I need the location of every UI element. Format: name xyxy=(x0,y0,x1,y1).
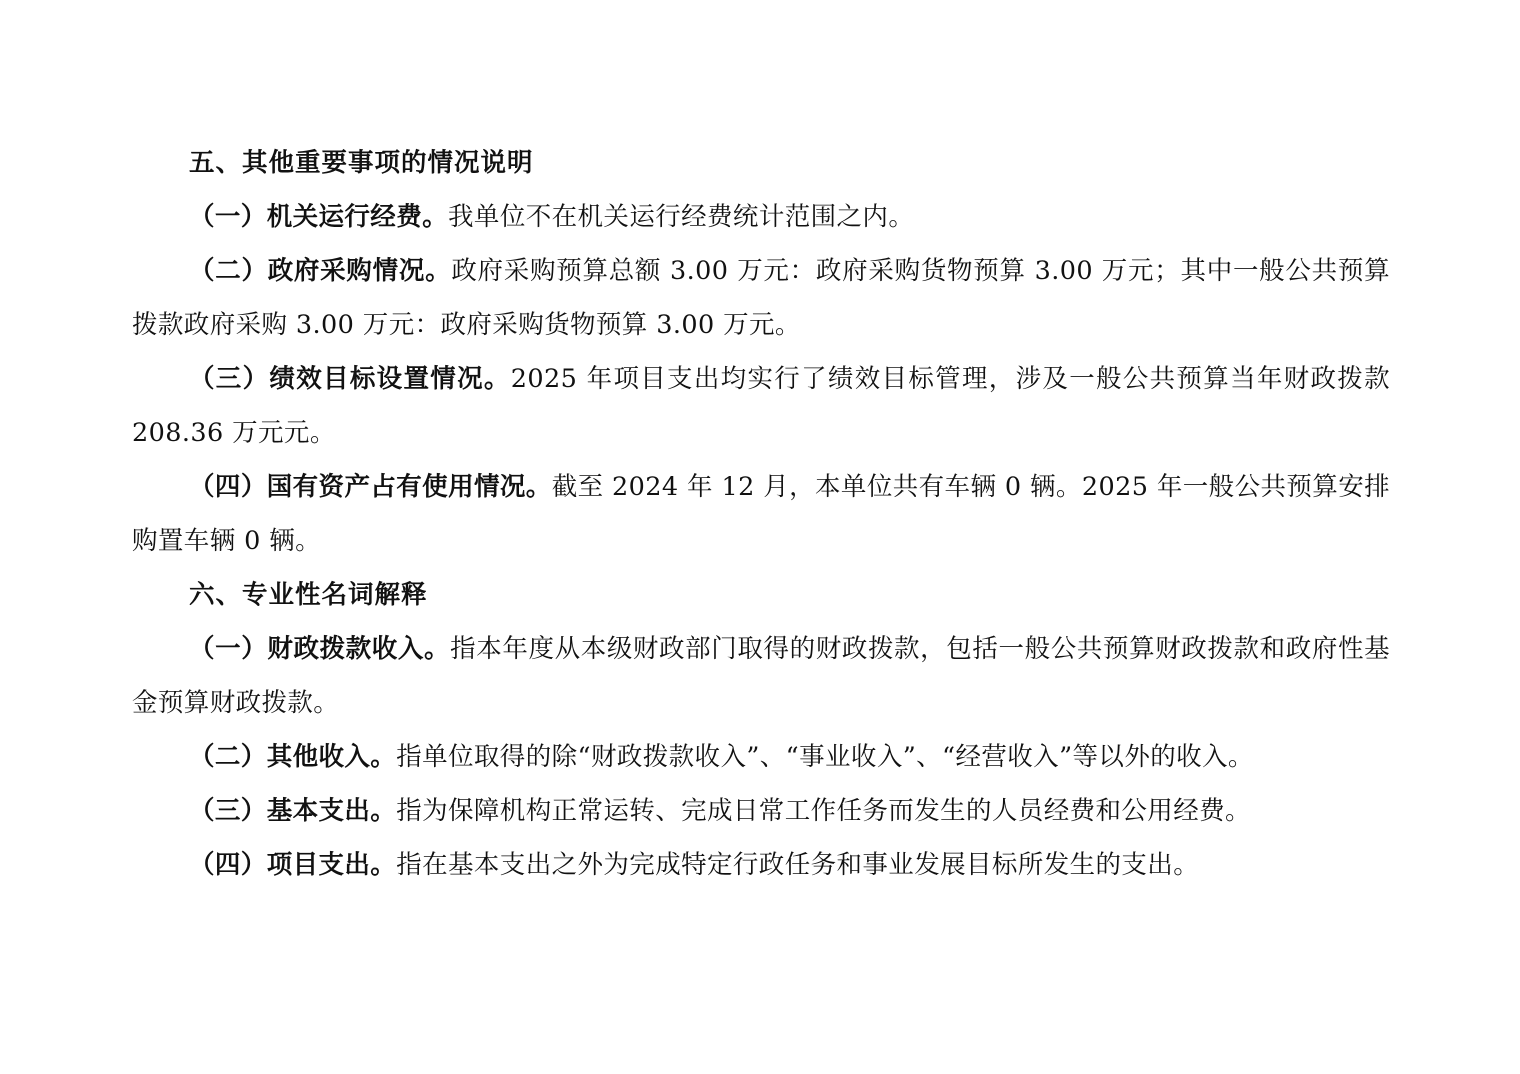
paragraph-text: 我单位不在机关运行经费统计范围之内。 xyxy=(448,202,915,232)
paragraph-text: 指为保障机构正常运转、完成日常工作任务而发生的人员经费和公用经费。 xyxy=(396,796,1251,826)
paragraph-other-income xyxy=(132,730,1390,784)
paragraph-lead: （三）基本支出。 xyxy=(189,796,397,826)
paragraph-lead: （二）其他收入。 xyxy=(189,742,397,772)
paragraph-text: 政府采购预算总额 3.00 万元：政府采购货物预算 3.00 万元；其中一般公共预算拨款政府采购 3.00 万元：政府采购货物预算 3.00 万元。 xyxy=(132,256,1390,340)
paragraph-text: 指本年度从本级财政部门取得的财政拨款，包括一般公共预算财政拨款和政府性基金预算财政拨款。 xyxy=(132,634,1390,718)
section-heading-terminology: 六、专业性名词解释 xyxy=(189,580,428,610)
paragraph-operating-expenses xyxy=(132,190,1390,244)
paragraph-lead: （三）绩效目标设置情况。 xyxy=(189,364,511,394)
paragraph-government-procurement xyxy=(132,244,1390,352)
paragraph-lead: （一）机关运行经费。 xyxy=(189,202,449,232)
paragraph-project-expenditure xyxy=(132,838,1390,892)
paragraph-performance-targets xyxy=(132,352,1390,460)
paragraph-state-assets xyxy=(132,460,1390,568)
paragraph-text: 2025 年项目支出均实行了绩效目标管理，涉及一般公共预算当年财政拨款 208.36 万元元。 xyxy=(132,364,1390,448)
paragraph-lead: （四）国有资产占有使用情况。 xyxy=(189,472,552,502)
paragraph-lead: （四）项目支出。 xyxy=(189,850,397,880)
paragraph-text: 指单位取得的除“财政拨款收入”、“事业收入”、“经营收入”等以外的收入。 xyxy=(396,742,1254,772)
document-body xyxy=(132,136,1390,892)
paragraph-fiscal-appropriation-income xyxy=(132,622,1390,730)
paragraph-text: 截至 2024 年 12 月，本单位共有车辆 0 辆。2025 年一般公共预算安排购置车辆 0 辆。 xyxy=(132,472,1390,556)
paragraph-basic-expenditure xyxy=(132,784,1390,838)
section-heading-other-matters: 五、其他重要事项的情况说明 xyxy=(189,148,534,178)
paragraph-lead: （一）财政拨款收入。 xyxy=(189,634,451,664)
paragraph-lead: （二）政府采购情况。 xyxy=(189,256,452,286)
paragraph-text: 指在基本支出之外为完成特定行政任务和事业发展目标所发生的支出。 xyxy=(396,850,1200,880)
